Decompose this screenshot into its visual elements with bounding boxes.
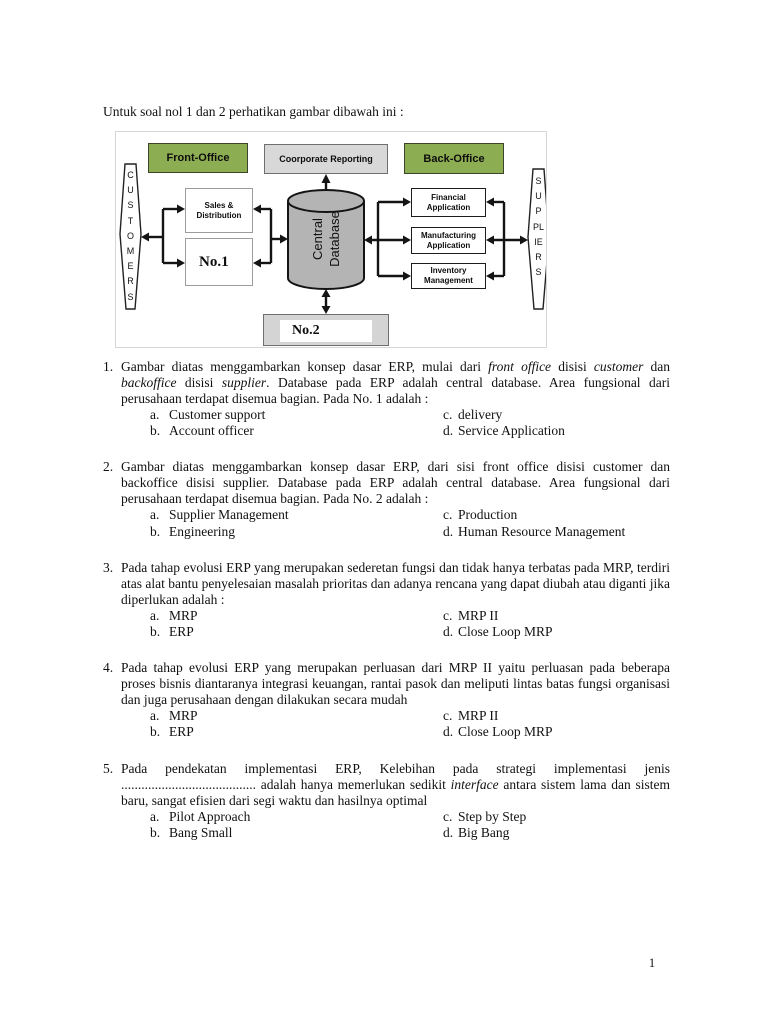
arrowhead-right-icon (280, 235, 288, 244)
option-letter: a. (150, 808, 160, 824)
option-letter: b. (150, 624, 161, 640)
inventory-management-box: Inventory Management (411, 263, 486, 289)
options-grid (150, 507, 670, 539)
option-a (150, 608, 443, 624)
page-number: 1 (648, 956, 656, 970)
question-content (121, 761, 670, 841)
arrowhead-up-icon (322, 174, 331, 183)
option-text: MRP (169, 607, 198, 623)
arrowhead-left-icon (486, 236, 494, 245)
option-letter: d. (443, 423, 454, 439)
option-c (443, 407, 670, 423)
back-office-header: Back-Office (404, 143, 504, 174)
option-text: Close Loop MRP (458, 624, 553, 640)
question-text: Pada tahap evolusi ERP yang merupakan sederetan fungsi dan tidak hanya terbatas pada MRP, terdiri atas alat bantu penyelesaian masalah prioritas dan adanya rencana yang dapat diubah atau diganti jika diperlukan adalah : (121, 559, 670, 607)
question-text: Gambar diatas menggambarkan konsep dasar ERP, mulai dari front office disisi customer dan backoffice disisi supplier. Database pada ERP adalah central database. Area fungsional dari perusahaan terdapat disemua bagian. Pada No. 1 adalah : (121, 359, 670, 406)
question-number: 5. (103, 760, 114, 776)
question-number: 2. (103, 459, 114, 475)
option-text: delivery (458, 407, 503, 422)
arrowhead-down-icon (322, 306, 331, 314)
option-text: Pilot Approach (169, 808, 251, 824)
option-letter: b. (150, 423, 161, 439)
option-text: Supplier Management (169, 507, 289, 523)
option-c (443, 809, 670, 825)
question-item (103, 560, 670, 640)
question-text: Gambar diatas menggambarkan konsep dasar ERP, dari sisi front office disisi customer dan backoffice disisi supplier. Database pada ERP adalah central database. Area fungsional dari perusahaan terdapat disemua bagian. Pada No. 2 adalah : (121, 459, 670, 507)
option-b (150, 724, 443, 740)
arrowhead-right-icon (520, 236, 528, 245)
option-text: Bang Small (169, 824, 233, 840)
option-a (150, 809, 443, 825)
question-content (121, 560, 670, 640)
option-text: MRP II (458, 708, 499, 724)
question-number: 4. (103, 660, 114, 676)
option-letter: c. (443, 507, 453, 523)
question-text: Pada pendekatan implementasi ERP, Kelebihan pada strategi implementasi jenis ........................................ adalah hanya memerlukan sedikit interface antara sistem lama dan sistem baru, sangat efisien dari segi waktu dan hasilnya optimal (121, 760, 670, 808)
option-c (443, 608, 670, 624)
suppliers-rail-label: SUPPLIERS (533, 176, 545, 278)
arrowhead-right-icon (403, 236, 411, 245)
arrowhead-up-icon (322, 289, 331, 297)
erp-diagram (115, 131, 547, 348)
option-text: Customer support (169, 407, 266, 422)
central-database-label: Central Database (310, 211, 342, 267)
option-d (443, 825, 670, 841)
option-d (443, 423, 670, 439)
option-letter: d. (443, 724, 454, 740)
option-b (150, 524, 443, 540)
option-letter: b. (150, 523, 161, 539)
options-grid (150, 407, 670, 439)
option-text: Account officer (169, 423, 254, 439)
arrowhead-left-icon (486, 198, 494, 207)
question-item (103, 660, 670, 740)
option-text: Close Loop MRP (458, 724, 553, 740)
arrowhead-left-icon (486, 272, 494, 281)
option-letter: d. (443, 824, 454, 840)
question-number: 1. (103, 359, 114, 374)
option-a (150, 507, 443, 523)
option-letter: a. (150, 708, 160, 724)
arrowhead-left-icon (364, 236, 372, 245)
option-b (150, 423, 443, 439)
financial-application-box: Financial Application (411, 188, 486, 217)
sales-distribution-box: Sales & Distribution (185, 188, 253, 233)
options-grid (150, 608, 670, 640)
option-c (443, 507, 670, 523)
option-d (443, 624, 670, 640)
options-grid (150, 809, 670, 841)
option-b (150, 624, 443, 640)
question-text: Pada tahap evolusi ERP yang merupakan perluasan dari MRP II yaitu perluasan pada beberapa proses bisnis diantaranya integrasi keuangan, rantai pasok dan meliputi lintas batas fungsi organisasi dan juga perusahaan dengan dilakukan secara mudah (121, 660, 670, 708)
corporate-reporting-header: Coorporate Reporting (264, 144, 388, 174)
question-number: 3. (103, 559, 114, 575)
option-text: ERP (169, 724, 194, 740)
arrowhead-left-icon (253, 205, 261, 214)
questions-list (103, 359, 670, 861)
question-item (103, 459, 670, 539)
option-a (150, 407, 443, 423)
customers-rail-label: CUSTOMERS (126, 170, 135, 302)
option-letter: b. (150, 724, 161, 740)
arrowhead-left-icon (141, 233, 149, 242)
intro-text: Untuk soal nol 1 dan 2 perhatikan gambar dibawah ini : (103, 104, 404, 119)
options-grid (150, 708, 670, 740)
arrowhead-left-icon (253, 259, 261, 268)
option-letter: c. (443, 808, 453, 824)
option-letter: d. (443, 624, 454, 640)
question-content (121, 459, 670, 539)
option-text: MRP (169, 708, 198, 724)
question-item (103, 761, 670, 841)
no2-box (263, 314, 389, 346)
option-letter: b. (150, 824, 161, 840)
manufacturing-application-box: Manufacturing Application (411, 227, 486, 254)
option-text: ERP (169, 624, 194, 640)
option-letter: a. (150, 507, 160, 523)
option-text: Service Application (458, 423, 565, 439)
option-d (443, 524, 670, 540)
option-text: Production (458, 507, 518, 523)
option-text: Step by Step (458, 808, 527, 824)
option-letter: d. (443, 523, 454, 539)
option-text: Engineering (169, 523, 235, 539)
option-letter: a. (150, 607, 160, 623)
option-a (150, 708, 443, 724)
arrowhead-right-icon (403, 198, 411, 207)
question-item (103, 359, 670, 439)
question-content (121, 660, 670, 740)
option-d (443, 724, 670, 740)
no1-box: No.1 (185, 238, 253, 286)
option-c (443, 708, 670, 724)
option-text: Human Resource Management (458, 523, 626, 539)
option-letter: c. (443, 407, 453, 422)
option-text: Big Bang (458, 824, 510, 840)
option-letter: a. (150, 407, 160, 422)
option-letter: c. (443, 708, 453, 724)
option-letter: c. (443, 607, 453, 623)
no2-label: No.2 (280, 320, 372, 342)
option-text: MRP II (458, 607, 499, 623)
arrowhead-right-icon (177, 205, 185, 214)
question-content (121, 359, 670, 439)
option-b (150, 825, 443, 841)
arrowhead-right-icon (403, 272, 411, 281)
arrowhead-right-icon (177, 259, 185, 268)
front-office-header: Front-Office (148, 143, 248, 173)
